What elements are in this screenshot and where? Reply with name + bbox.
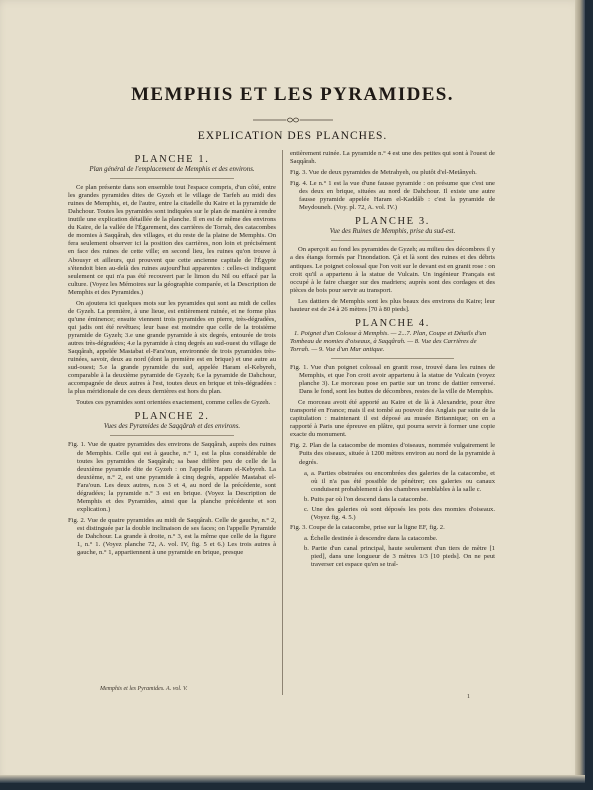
- planche-4-contents: 1. Poignet d'un Colosse à Memphis. — 2...7. Plan, Coupe et Détails d'un Tombeau de momies d'oiseaux, à Saqqârah. — 8. Vue des Carrières de Torrah. — 9. Vue d'un Mur antique.: [290, 329, 487, 353]
- figure-entry: Fig. 3. Coupe de la catacombe, prise sur la ligne EF, fig. 2.: [290, 523, 445, 531]
- figure-item: b. Puits par où l'on descend dans la catacombe.: [304, 495, 428, 503]
- continuation-text: entièrement ruinée. La pyramide n.° 4 est une des petites qui sont à l'ouest de Saqqârah.: [290, 150, 495, 166]
- heading-rule: [331, 358, 454, 359]
- figure-entry: Fig. 2. Plan de la catacombe de momies d'oiseaux, nommée vulgairement le Puits des oiseaux, située à 1200 mètres environ au nord de la pyramide à degrés.: [290, 442, 495, 466]
- figure-item: a, a. Parties obstruées ou encombrées des galeries de la catacombe, et où il n'a pas été possible de pénétrer; ces galeries ou canaux conduisent probablement à des chambres semblables à la salle c.: [304, 469, 495, 493]
- paragraph: Les dattiers de Memphis sont les plus beaux des environs du Kaire; leur hauteur est de 24 à 26 mètres [70 à 80 pieds].: [290, 297, 495, 313]
- column-divider: [282, 150, 283, 695]
- figure-entry: Fig. 4. Le n.° 1 est la vue d'une fausse pyramide : on présume que c'est une des deux en brique, situées au nord de Dahchour. Il existe une autre fausse pyramide appelée Haram el-Kaddâb : c'est la pyramide de Meydouneh. (Voy. pl. 72, A. vol. IV.): [290, 180, 495, 212]
- book-spine-edge: [575, 0, 585, 783]
- footer-signature: Memphis et les Pyramides. A. vol. V.: [100, 686, 188, 692]
- planche-3-subtitle: Vue des Ruines de Memphis, prise du sud-est.: [329, 228, 456, 236]
- figure-item: c. Une des galeries où sont déposés les pots des momies d'oiseaux. (Voyez fig. 4. 5.): [304, 505, 495, 521]
- heading-rule: [110, 178, 235, 179]
- ornament-rule-icon: [253, 116, 333, 124]
- right-column: [290, 150, 495, 571]
- page-title: MEMPHIS ET LES PYRAMIDES.: [131, 84, 454, 105]
- figure-entry: Fig. 3. Vue de deux pyramides de Metrahyeh, ou plutôt d'el-Metânyeh.: [290, 169, 477, 177]
- planche-4-heading: PLANCHE 4.: [355, 317, 430, 329]
- left-column: [68, 150, 276, 560]
- page-bottom-edge: [0, 775, 585, 783]
- planche-1-heading: PLANCHE 1.: [134, 154, 210, 165]
- figure-entry: Fig. 2. Vue de quatre pyramides au midi de Saqqârah. Celle de gauche, n.° 2, est distinguée par la double inclinaison de ses faces; on l'appelle Pyramide de Dahchour. La grande à droite, n.° 3, est la même que celle de la figure 1, n.° 1. (Voyez planche 72, A. vol. IV, fig. 5 et 6.) Les trois autres à gauche, n.° 1, appartiennent à une pyramide en brique, presque: [68, 516, 276, 557]
- figure-item: b. Partie d'un canal principal, haute seulement d'un tiers de mètre [1 pied], dans une longueur de 3 mètres 1/3 [10 pieds]. On ne peut traverser cet espace qu'en se traî-: [304, 544, 495, 569]
- paragraph: Ce morceau avoit été apporté au Kaire et de là à Alexandrie, pour être transporté en France; mais il est tombé au pouvoir des Anglais par suite de la capitulation : maintenant il est déposé au musée Britannique; on en a rapporté à Paris une épreuve en plâtre, qui pourra servir à former une copie exacte du monument.: [290, 399, 495, 439]
- heading-rule: [110, 435, 235, 436]
- planche-3-heading: PLANCHE 3.: [355, 216, 430, 228]
- planche-1-subtitle: Plan général de l'emplacement de Memphis et des environs.: [89, 166, 255, 174]
- figure-entry: Fig. 1. Vue de quatre pyramides des environs de Saqqârah, auprès des ruines de Memphis. Celle qui est à gauche, n.° 1, est la plus considérable de toutes les pyramides de Saqqârah; sa base diffère peu de celle de la deuxième pyramide dite de Gyzeh : on l'appelle Haram el-Kebyreh. La deuxième, n.° 2, est une pyramide à cinq degrés, appelée Mastabat el-Fara'oun. Les deux autres, n.os 3 et 4, au nord de la précédente, sont dégradées; la pyramide n.° 3 est en brique. (Voyez la Description de Memphis et des Pyramides, ainsi que la planche précédente et son explication.): [68, 441, 276, 513]
- paragraph: On ajoutera ici quelques mots sur les pyramides qui sont au midi de celles de Gyzeh. La première, à une lieue, est entièrement ruinée, et ne forme plus qu'une éminence; ensuite viennent trois pyramides en pierre, très-dégradées, qui jadis ont été revêtues; leur base est moindre que celle de la troisième pyramide de Gyzeh; 3.e une grande pyramide à six degrés, entourée de trois autres très-dégradées; 4.e la pyramide à cinq degrés au sud-ouest du village de Saqqârah, appelée Mastabat el-Fara'oun, environnée de trois pyramides très-ruinées, savoir, deux au nord (dont la première est en brique) et une autre au sud-ouest; 5.e la grande pyramide du sud, appelée Haram el-Kebyreh, comparable à la deuxième pyramide de Gyzeh; 6.e la pyramide de Dahchour, accompagnée de deux autres à l'est, toutes deux en brique et très-dégradées : la plus méridionale de ces deux dernières est hors du plan.: [68, 299, 276, 396]
- planche-2-heading: PLANCHE 2.: [134, 411, 210, 423]
- paragraph: Toutes ces pyramides sont orientées exactement, comme celles de Gyzeh.: [76, 399, 271, 407]
- heading-rule: [331, 240, 454, 241]
- paragraph: On aperçoit au fond les pyramides de Gyzeh; au milieu des décombres il y a des étangs formés par l'inondation. Çà et là sont des ruines et des débris antiques. Le poignet colossal que l'on voit sur le devant est en granit rose : on croit qu'il a appartenu à la statue de Vulcain. Un ingénieur Français est occupé à le faire charger sur des madriers; auprès sont des cordages et des pièces de bois pour servir au transport.: [290, 246, 495, 294]
- figure-item: a. Échelle destinée à descendre dans la catacombe.: [304, 534, 438, 542]
- page-mark: 1: [467, 694, 470, 700]
- planche-2-subtitle: Vues des Pyramides de Saqqârah et des environs.: [103, 423, 241, 431]
- figure-entry: Fig. 1. Vue d'un poignet colossal en granit rose, trouvé dans les ruines de Memphis, et que l'on croit avoir appartenu à la statue de Vulcain (voyez planche 3). Le morceau pose en partie sur un tronc de dattier renversé. Dans le fond, sont les buttes de décombres, restes de la ville de Memphis.: [290, 363, 495, 396]
- paragraph: Ce plan présente dans son ensemble tout l'espace compris, d'un côté, entre les grandes pyramides dites de Gyzeh et le village de Tarfeh au midi des ruines de Memphis, et, de l'autre, entre la citadelle du Kaire et la pyramide de Dahchour. Toutes les pyramides sont indiquées sur le plan de manière à rendre inutile une explication détaillée de la planche. Il en est de même des environs du Kaire, de la vallée de l'Égarement, des carrières de Torrah, des catacombes de momies à Saqqârah, des villages, et du reste de la plaine de Memphis. On fera seulement observer ici la position des carrières, non loin et précisément en face des ruines de cette ville; en second lieu, les ruines qu'on trouve à Abousyr et ailleurs, qui prouvent que cette ancienne capitale de l'Égypte s'étendoit bien au-delà des ruines aujourd'hui apparentes : celles-ci indiquent seulement ce qui n'a pas été recouvert par le limon du Nil ou effacé par la culture. (Voyez les Mémoires sur la géographie comparée, et la Description de Memphis et des Pyramides.): [68, 184, 276, 296]
- section-subtitle: EXPLICATION DES PLANCHES.: [197, 130, 388, 142]
